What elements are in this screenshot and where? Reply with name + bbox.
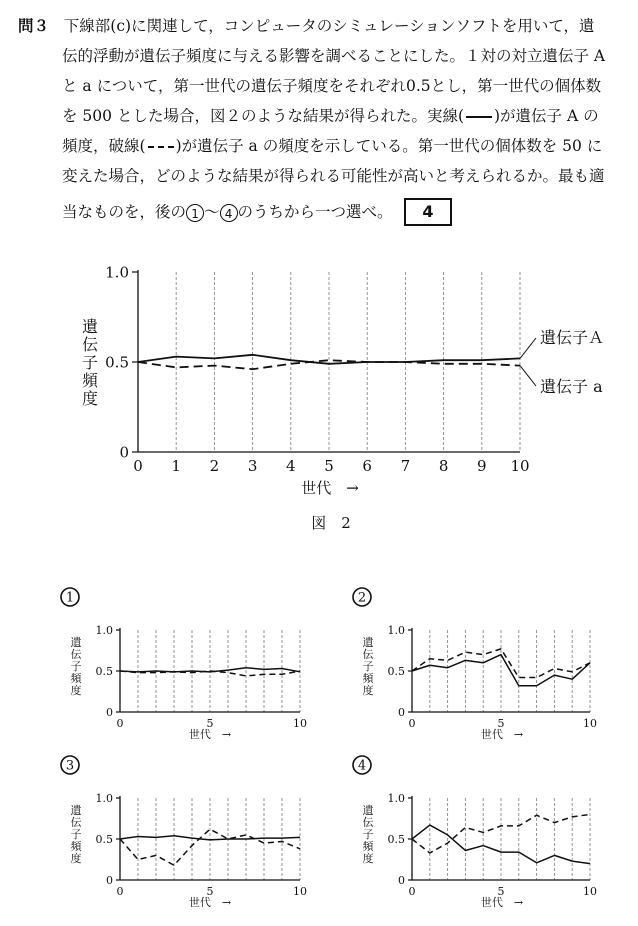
question-text-line: 頻度，破線( xyxy=(62,137,146,155)
x-tick-label: 8 xyxy=(438,457,449,475)
x-tick-label: 10 xyxy=(583,717,597,730)
y-tick-label: 0.5 xyxy=(387,832,405,846)
y-tick-label: 1.0 xyxy=(95,791,113,805)
option-4[interactable] xyxy=(353,756,597,909)
x-tick-label: 1 xyxy=(171,457,181,475)
y-axis-label-char: 子 xyxy=(81,353,99,372)
legend-leader-line-A xyxy=(520,338,536,358)
x-tick-label: 4 xyxy=(286,457,296,475)
option-1-chart xyxy=(71,624,308,741)
question-text-line: 伝的浮動が遺伝子頻度に与える影響を調べることにした。１対の対立遺伝子 A xyxy=(62,47,606,65)
x-tick-label: 5 xyxy=(497,885,505,898)
y-tick-label: 0.5 xyxy=(95,832,113,846)
figure-caption: 図 2 xyxy=(311,514,351,532)
y-tick-label: 0 xyxy=(106,705,113,719)
y-tick-label: 0 xyxy=(398,873,405,887)
y-axis-label-char: 度 xyxy=(81,389,99,408)
y-axis-label-char: 遺 xyxy=(362,636,374,649)
question-text-line: )が遺伝子 a の頻度を示している。第一世代の個体数を 50 に xyxy=(175,137,603,155)
choice-last-circled-number: 4 xyxy=(220,204,238,222)
x-tick-label: 5 xyxy=(324,457,334,475)
y-axis-label-char: 度 xyxy=(70,684,82,697)
y-axis-label-char: 遺 xyxy=(70,636,82,649)
y-tick-label: 0 xyxy=(106,873,113,887)
option-number-label[interactable]: 3 xyxy=(65,758,75,774)
y-axis-label-char: 子 xyxy=(70,828,82,841)
y-axis-label-char: 頻 xyxy=(362,840,374,853)
question-number: 問３ xyxy=(18,17,50,35)
y-axis-label-char: 度 xyxy=(362,684,374,697)
legend-leader-line-a xyxy=(520,366,536,386)
y-tick-label: 0 xyxy=(398,705,405,719)
y-tick-label: 0 xyxy=(119,443,129,462)
choice-first-circled-number: 1 xyxy=(186,204,204,222)
y-tick-label: 1.0 xyxy=(105,263,129,282)
y-axis-label-char: 頻 xyxy=(70,672,82,685)
y-axis-label-char: 伝 xyxy=(81,335,99,354)
x-tick-label: 7 xyxy=(400,457,411,475)
y-axis-label-char: 頻 xyxy=(81,371,99,390)
y-tick-label: 1.0 xyxy=(387,791,405,805)
x-tick-label: 6 xyxy=(362,457,372,475)
y-axis-label-char: 伝 xyxy=(362,816,374,829)
x-tick-label: 5 xyxy=(206,885,214,898)
question-text-line: を 500 とした場合，図２のような結果が得られた。実線( xyxy=(62,107,464,125)
x-axis-label: 世代 → xyxy=(188,728,232,741)
x-tick-label: 0 xyxy=(133,457,143,475)
legend-label-gene-a: 遺伝子 a xyxy=(540,377,603,396)
option-2[interactable] xyxy=(353,588,597,741)
legend-label-gene-A: 遺伝子Ａ xyxy=(540,328,605,347)
x-tick-label: 0 xyxy=(408,885,416,898)
y-axis-label-char: 子 xyxy=(70,660,82,673)
x-tick-label: 10 xyxy=(510,457,530,475)
figure-2-chart xyxy=(82,263,604,497)
y-tick-label: 0.5 xyxy=(105,353,129,372)
x-tick-label: 10 xyxy=(293,885,307,898)
question-text-line: と a について，第一世代の遺伝子頻度をそれぞれ0.5とし，第一世代の個体数 xyxy=(62,77,602,95)
series-line-dashed xyxy=(412,649,590,678)
y-axis-label-char: 度 xyxy=(362,852,374,865)
option-number-label[interactable]: 1 xyxy=(65,590,75,606)
answer-number-box[interactable]: 4 xyxy=(404,198,452,226)
x-tick-label: 5 xyxy=(206,717,214,730)
series-line-solid xyxy=(120,836,300,840)
y-tick-label: 1.0 xyxy=(95,623,113,637)
option-3-chart xyxy=(71,792,308,909)
question-text-line: 変えた場合，どのような結果が得られる可能性が高いと考えられるか。最も適 xyxy=(62,167,605,185)
option-number-label[interactable]: 2 xyxy=(357,590,367,606)
x-tick-label: 10 xyxy=(583,885,597,898)
x-axis-label: 世代 → xyxy=(480,896,524,909)
x-axis-label: 世代 → xyxy=(188,896,232,909)
x-tick-label: 3 xyxy=(247,457,258,475)
x-tick-label: 2 xyxy=(209,457,220,475)
x-tick-label: 0 xyxy=(408,717,416,730)
option-3[interactable] xyxy=(61,756,307,909)
question-text-line: のうちから一つ選べ。 xyxy=(237,203,393,221)
option-number-label[interactable]: 4 xyxy=(357,758,367,774)
question-text-line: )が遺伝子 A の xyxy=(494,107,599,125)
y-axis-label-char: 子 xyxy=(362,828,374,841)
x-tick-label: 0 xyxy=(116,717,124,730)
y-axis-label-char: 度 xyxy=(70,852,82,865)
x-tick-label: 9 xyxy=(477,457,487,475)
option-4-chart xyxy=(363,792,598,909)
y-axis-label-char: 伝 xyxy=(362,648,374,661)
option-2-chart xyxy=(363,624,598,741)
x-axis-label: 世代 → xyxy=(301,479,359,497)
y-axis-label-char: 頻 xyxy=(70,840,82,853)
y-axis-label-char: 子 xyxy=(362,660,374,673)
question-text-line: 〜 xyxy=(204,203,220,221)
y-axis-label-char: 伝 xyxy=(70,648,82,661)
x-axis-label: 世代 → xyxy=(480,728,524,741)
y-tick-label: 0.5 xyxy=(387,664,405,678)
x-tick-label: 10 xyxy=(293,717,307,730)
y-axis-label-char: 頻 xyxy=(362,672,374,685)
option-1[interactable] xyxy=(61,588,307,741)
y-tick-label: 0.5 xyxy=(95,664,113,678)
question-text-line: 下線部(c)に関連して，コンピュータのシミュレーションソフトを用いて，遺 xyxy=(63,17,595,35)
question-text-line: 当なものを，後の xyxy=(62,203,187,221)
y-axis-label-char: 遺 xyxy=(70,804,82,817)
x-tick-label: 5 xyxy=(497,717,505,730)
y-axis-label-char: 遺 xyxy=(362,804,374,817)
y-axis-label-char: 遺 xyxy=(81,317,99,336)
x-tick-label: 0 xyxy=(116,885,124,898)
y-axis-label-char: 伝 xyxy=(70,816,82,829)
y-tick-label: 1.0 xyxy=(387,623,405,637)
